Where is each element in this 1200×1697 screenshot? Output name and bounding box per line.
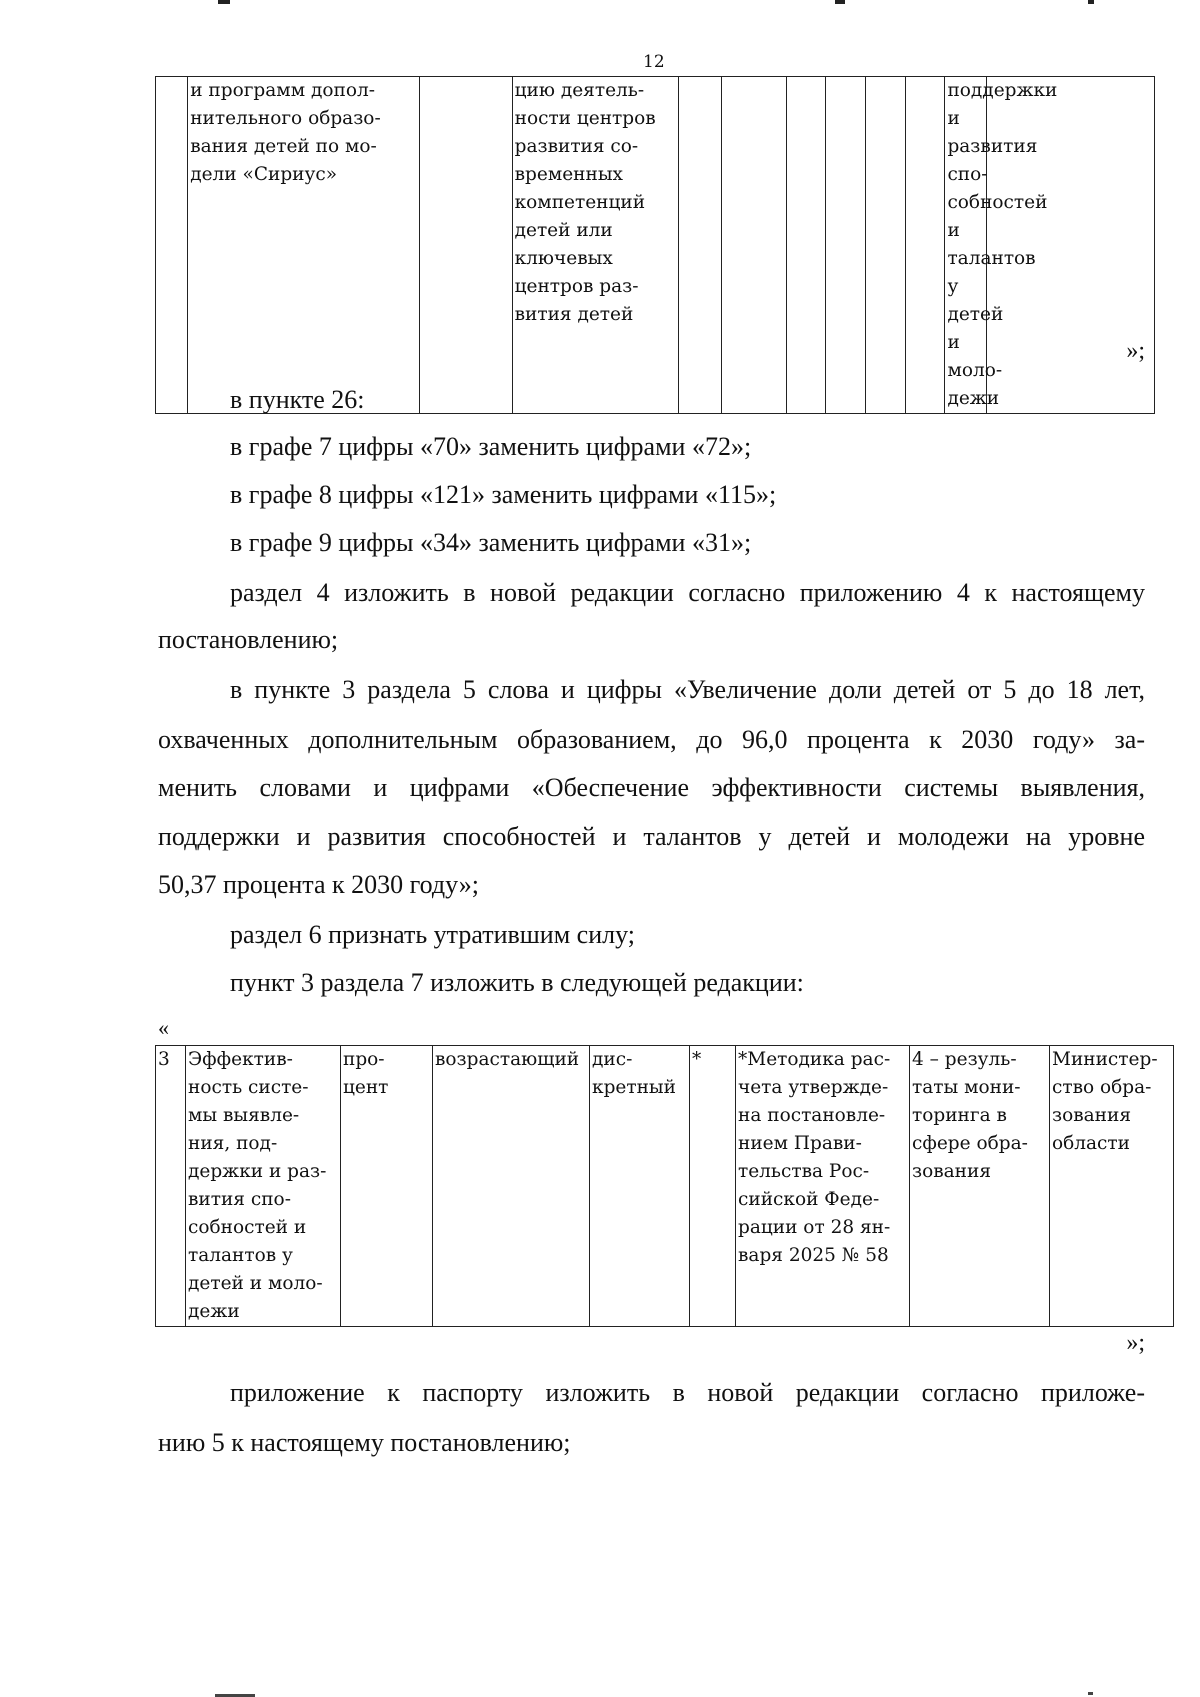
scan-artifact: [1088, 0, 1094, 4]
table-cell: возрастающий: [433, 1046, 590, 1327]
paragraph: охваченных дополнительным образованием, до 96,0 процента к 2030 году» за-: [158, 725, 1145, 754]
table-cell: про- цент: [341, 1046, 433, 1327]
continued-table: [155, 76, 1155, 414]
table-cell: 3: [156, 1046, 186, 1327]
paragraph: в пункте 3 раздела 5 слова и цифры «Увеличение доли детей от 5 до 18 лет,: [230, 675, 1145, 704]
paragraph: приложение к паспорту изложить в новой редакции согласно приложе-: [230, 1378, 1145, 1407]
paragraph: в графе 7 цифры «70» заменить цифрами «72»;: [230, 432, 752, 461]
table-cell: [722, 77, 786, 414]
paragraph: раздел 4 изложить в новой редакции согласно приложению 4 к настоящему: [230, 578, 1145, 607]
table-cell: [905, 77, 945, 414]
table-cell: цию деятель- ности центров развития со- временных компетенций детей или ключевых центров раз- вития детей: [512, 77, 679, 414]
closing-quote: »;: [1126, 338, 1145, 364]
closing-quote: »;: [1126, 1330, 1145, 1356]
table-cell: Министер- ство обра- зования области: [1050, 1046, 1174, 1327]
table-cell: [786, 77, 826, 414]
paragraph: в пункте 26:: [230, 385, 365, 414]
table-cell: *Методика рас- чета утвержде- на постановле- нием Прави- тельства Рос- сийской Феде- рации от 28 ян- варя 2025 № 58: [736, 1046, 910, 1327]
table-cell: [420, 77, 512, 414]
paragraph: менить словами и цифрами «Обеспечение эффективности системы выявления,: [158, 773, 1145, 802]
table-row: [156, 1046, 1174, 1327]
scan-artifact: [218, 0, 230, 4]
table-cell: дис- кретный: [590, 1046, 690, 1327]
paragraph: пункт 3 раздела 7 изложить в следующей редакции:: [230, 968, 804, 997]
paragraph: постановлению;: [158, 625, 339, 654]
paragraph: раздел 6 признать утратившим силу;: [230, 920, 635, 949]
table-cell: [826, 77, 866, 414]
scan-artifact: [835, 0, 845, 4]
table-cell: Эффектив- ность систе- мы выявле- ния, под- держки и раз- вития спо- собностей и талантов у детей и моло- дежи: [186, 1046, 341, 1327]
opening-quote: «: [158, 1015, 169, 1040]
paragraph: в графе 8 цифры «121» заменить цифрами «115»;: [230, 480, 777, 509]
table-cell: [156, 77, 188, 414]
table-cell: и программ допол- нительного образо- вания детей по мо- дели «Сириус»: [188, 77, 420, 414]
scan-artifact: [1088, 1692, 1093, 1695]
table-cell: [679, 77, 722, 414]
table-row: [156, 77, 1155, 414]
replacement-table: [155, 1045, 1174, 1327]
paragraph: поддержки и развития способностей и талантов у детей и молодежи на уровне: [158, 822, 1145, 851]
table-cell: 4 – резуль- таты мони- торинга в сфере обра- зования: [910, 1046, 1050, 1327]
paragraph: в графе 9 цифры «34» заменить цифрами «31»;: [230, 528, 752, 557]
table-cell: *: [690, 1046, 736, 1327]
page-number: 12: [643, 52, 665, 72]
table-cell: поддержки и развития спо- собностей и талантов у детей и моло- дежи: [945, 77, 987, 414]
table-cell: [865, 77, 905, 414]
paragraph: нию 5 к настоящему постановлению;: [158, 1428, 571, 1457]
paragraph: 50,37 процента к 2030 году»;: [158, 870, 480, 899]
